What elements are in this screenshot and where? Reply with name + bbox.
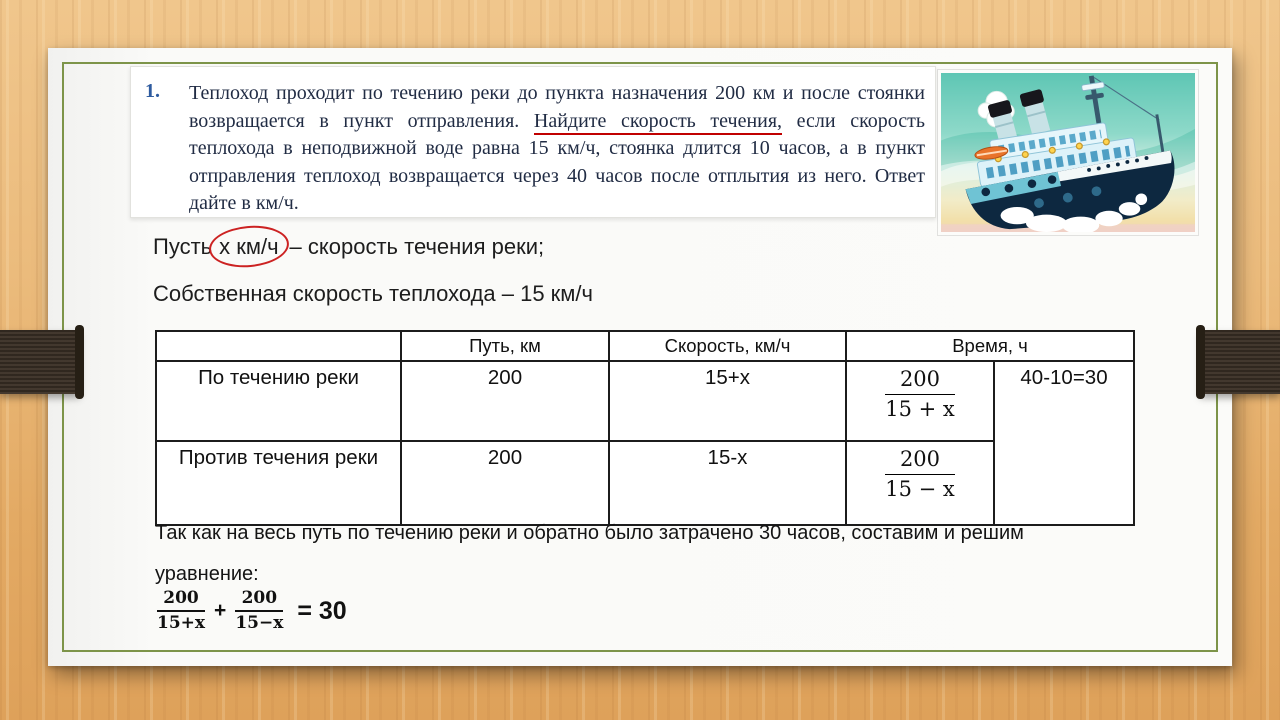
problem-text: [189, 80, 925, 217]
steamship-icon: [941, 73, 1195, 232]
fraction: [885, 367, 955, 422]
table-header-row: [156, 331, 1134, 361]
solution-table: [155, 330, 1135, 526]
left-clip-bracket: [0, 330, 80, 394]
header-time: Время, ч: [846, 331, 1134, 361]
conclusion-text: Так как на весь путь по течению реки и обратно было затрачено 30 часов, составим и решим уравнение:: [155, 522, 1024, 585]
problem-number: 1.: [145, 80, 160, 102]
table-row-downstream: [156, 361, 1134, 441]
ship-image: [938, 70, 1198, 235]
right-clip-cap: [1196, 325, 1205, 399]
cell-total-time: 40-10=30: [994, 361, 1134, 525]
equation-result: = 30: [297, 596, 347, 625]
cell-path: 200: [401, 441, 609, 525]
fraction-numerator: 200: [235, 588, 283, 612]
let-suffix: – скорость течения реки;: [289, 234, 545, 259]
right-clip-bracket: [1200, 330, 1280, 394]
let-circled-text: x км/ч: [219, 234, 279, 259]
problem-text-after: если скорость теплохода в неподвижной воде равна 15 км/ч, стоянка длится 10 часов, а в пункт отправления теплоход возвращается через 40 часов после отплытия из него. Ответ дайте в км/ч.: [189, 109, 926, 214]
problem-text-before: Теплоход проходит по течению реки до пункта назначения 200 км и после стоянки возвращается в пункт отправления.: [189, 82, 925, 132]
cell-speed: 15+x: [609, 361, 846, 441]
final-equation: [157, 588, 347, 635]
cell-speed: 15-x: [609, 441, 846, 525]
fraction-denominator: 15 − x: [885, 476, 955, 501]
fraction-denominator: 15 + x: [885, 396, 955, 421]
cell-path: 200: [401, 361, 609, 441]
circled-variable: [219, 234, 278, 260]
cell-time-fraction: [846, 361, 994, 441]
equation-fraction-2: [235, 588, 283, 635]
let-statement-line: [153, 234, 544, 260]
fraction-numerator: 200: [885, 447, 955, 475]
fraction-numerator: 200: [885, 367, 955, 395]
problem-statement-box: [130, 66, 936, 218]
header-speed: Скорость, км/ч: [609, 331, 846, 361]
fraction-denominator: 15−x: [235, 613, 284, 634]
left-clip-cap: [75, 325, 84, 399]
fraction-numerator: 200: [157, 588, 205, 612]
plus-operator: +: [214, 599, 227, 623]
row-label: По течению реки: [156, 361, 401, 441]
fraction: [885, 447, 955, 502]
fraction-denominator: 15+x: [157, 613, 206, 634]
header-empty-cell: [156, 331, 401, 361]
equation-fraction-1: [157, 588, 205, 635]
let-prefix: Пусть: [153, 234, 213, 259]
header-path: Путь, км: [401, 331, 609, 361]
problem-text-underlined: Найдите скорость течения,: [534, 110, 782, 135]
own-speed-line: Собственная скорость теплохода – 15 км/ч: [153, 281, 594, 306]
row-label: Против течения реки: [156, 441, 401, 525]
